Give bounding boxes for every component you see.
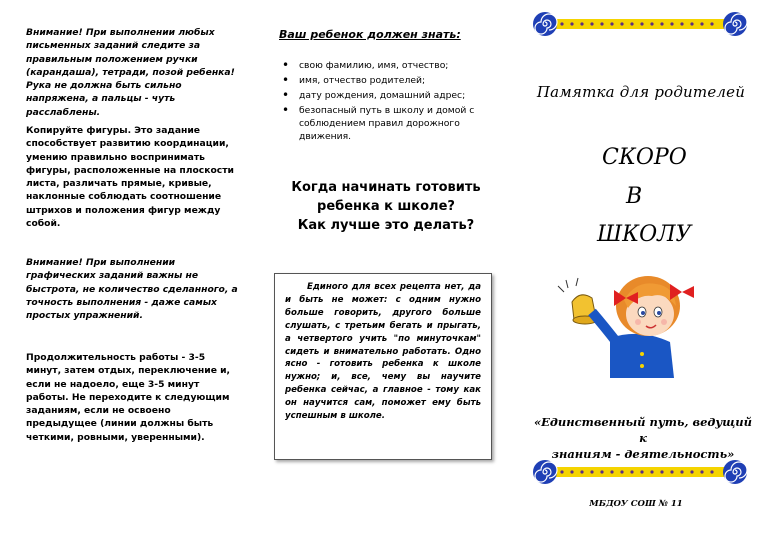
decorative-border-top [532, 11, 748, 37]
attention-writing-paragraph: Внимание! При выполнении любых письменных заданий следите за правильным положением ручки (карандаша), тетради, позой ребенка! Рука не должна быть сильно напряжена, а пальцы - чуть расслаблены. [26, 27, 235, 118]
motto-line: «Единственный путь, ведущий к [533, 415, 753, 445]
title-word-school: ШКОЛУ [597, 222, 692, 247]
recipe-box [274, 273, 492, 460]
list-item: • дату рождения, домашний адрес; [278, 89, 488, 102]
title-word-to: В [626, 184, 643, 209]
list-item: • свою фамилию, имя, отчество; [278, 59, 488, 72]
question-heading [276, 178, 496, 235]
question-line: ребенка к школе? [317, 199, 455, 214]
question-line: Когда начинать готовить [291, 180, 481, 195]
motto [530, 414, 756, 462]
spiral-icon [723, 12, 747, 36]
recipe-text: Единого для всех рецепта нет, да и быть не может: с одним нужно больше говорить, другого больше слушать, с третьим бегать и прыгать, а четвертого учить "по минуточкам" сидеть и внимательно работать. Одно ясно - готовить ребенка к школе нужно; и, все, чему вы научите ребенка сейчас, а главное - тому как он научится сам, поможет ему быть успешным в школе. [285, 282, 481, 422]
spiral-icon [533, 12, 557, 36]
decorative-border-bottom [532, 459, 748, 485]
question-line: Как лучше это делать? [297, 218, 475, 233]
must-know-list [278, 59, 488, 145]
motto-line: знаниям - деятельность» [551, 447, 735, 461]
panel-left [0, 0, 256, 543]
girl-with-bell-illustration [552, 262, 702, 378]
must-know-heading: Ваш ребенок должен знать: [279, 28, 461, 41]
school-name: МБДОУ СОШ № 11 [589, 499, 683, 509]
brochure-title: Памятка для родителей [536, 83, 746, 101]
attention-graphics-paragraph: Внимание! При выполнении графических заданий важны не быстрота, не количество сделанного, а точность выполнения - даже самых простых упражнений. [26, 257, 238, 322]
duration-paragraph: Продолжительность работы - 3-5 минут, затем отдых, переключение и, если не надоело, еще 3-5 минут работы. Не переходите к следующим заданиям, если не освоено предыдущее (линии должны быть четкими, ровными, уверенными). [26, 352, 231, 443]
panel-right [512, 0, 768, 543]
list-item: • имя, отчество родителей; [278, 74, 488, 87]
copy-figures-paragraph: Копируйте фигуры. Это задание способствует развитию координации, умению правильно воспринимать фигуры, расположенные на плоскости листа, различать прямые, кривые, наклонные соблюдать соотношение штрихов и положения фигур между собой. [26, 125, 234, 230]
title-word-soon: СКОРО [602, 145, 687, 170]
spiral-icon [533, 460, 557, 484]
list-item: • безопасный путь в школу и домой с соблюдением правил дорожного движения. [278, 104, 488, 143]
spiral-icon [723, 460, 747, 484]
panel-middle [256, 0, 512, 543]
